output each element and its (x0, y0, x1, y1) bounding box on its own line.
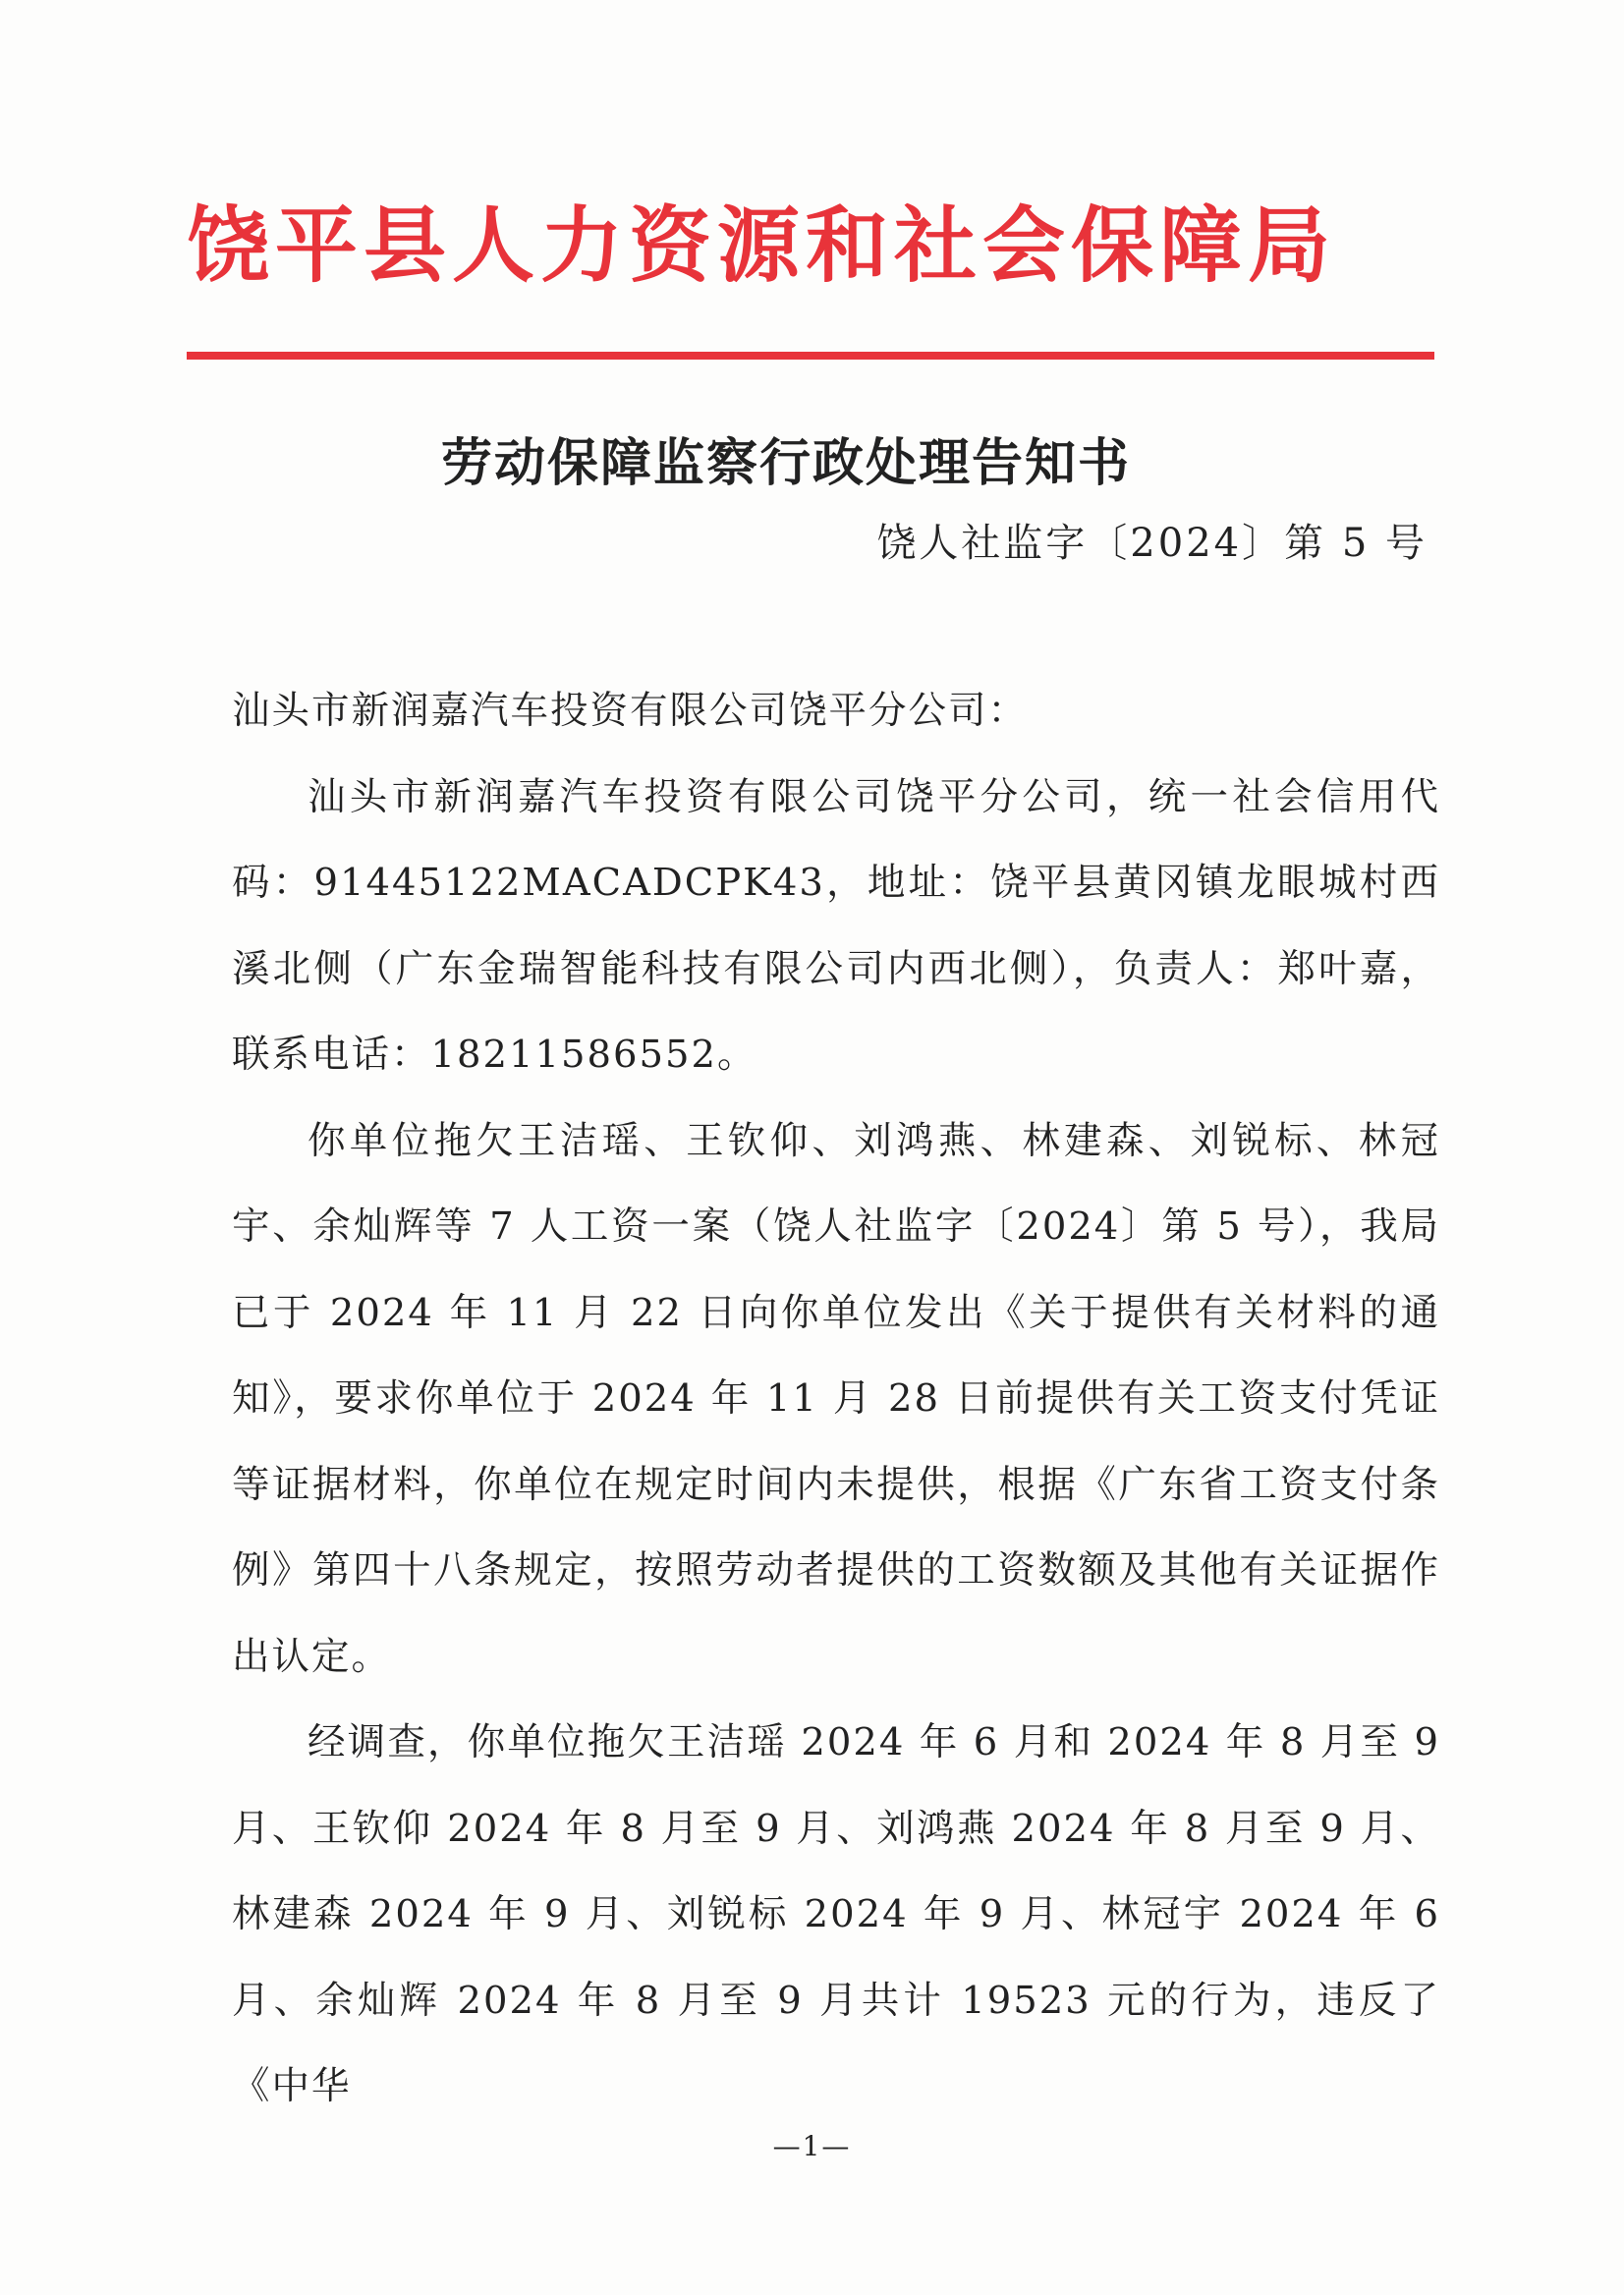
document-number: 饶人社监字〔2024〕第 5 号 (876, 521, 1428, 566)
salutation: 汕头市新润嘉汽车投资有限公司饶平分公司： (232, 689, 1029, 733)
document-title: 劳动保障监察行政处理告知书 (440, 433, 1131, 493)
agency-letterhead: 饶平县人力资源和社会保障局 (187, 197, 1337, 294)
paragraph-case-background: 你单位拖欠王洁瑶、王钦仰、刘鸿燕、林建森、刘锐标、林冠宇、余灿辉等 7 人工资一案（饶人社监字〔2024〕第 5 号），我局已于 2024 年 11 月 22 日向你单位发出《关于提供有关材料的通知》，要求你单位于 2024 年 11 月 28 日前提供有关工资支付凭证等证据材料，你单位在规定时间内未提供，根据《广东省工资支付条例》第四十八条规定，按照劳动者提供的工资数额及其他有关证据作出认定。 (232, 1118, 1440, 1679)
paragraph-investigation-findings: 经调查，你单位拖欠王洁瑶 2024 年 6 月和 2024 年 8 月至 9 月、王钦仰 2024 年 8 月至 9 月、刘鸿燕 2024 年 8 月至 9 月、林建森 2024 年 9 月、刘锐标 2024 年 9 月、林冠宇 2024 年 6 月、余灿辉 2024 年 8 月至 9 月共计 19523 元的行为，违反了《中华 (232, 1720, 1440, 2108)
document-body (232, 668, 1440, 2130)
paragraph-party-info: 汕头市新润嘉汽车投资有限公司饶平分公司，统一社会信用代码：91445122MACADCPK43，地址：饶平县黄冈镇龙眼城村西溪北侧（广东金瑞智能科技有限公司内西北侧），负责人：郑叶嘉，联系电话：18211586552。 (232, 774, 1440, 1077)
red-divider-line (187, 352, 1434, 360)
page-number: —1— (772, 2130, 852, 2162)
